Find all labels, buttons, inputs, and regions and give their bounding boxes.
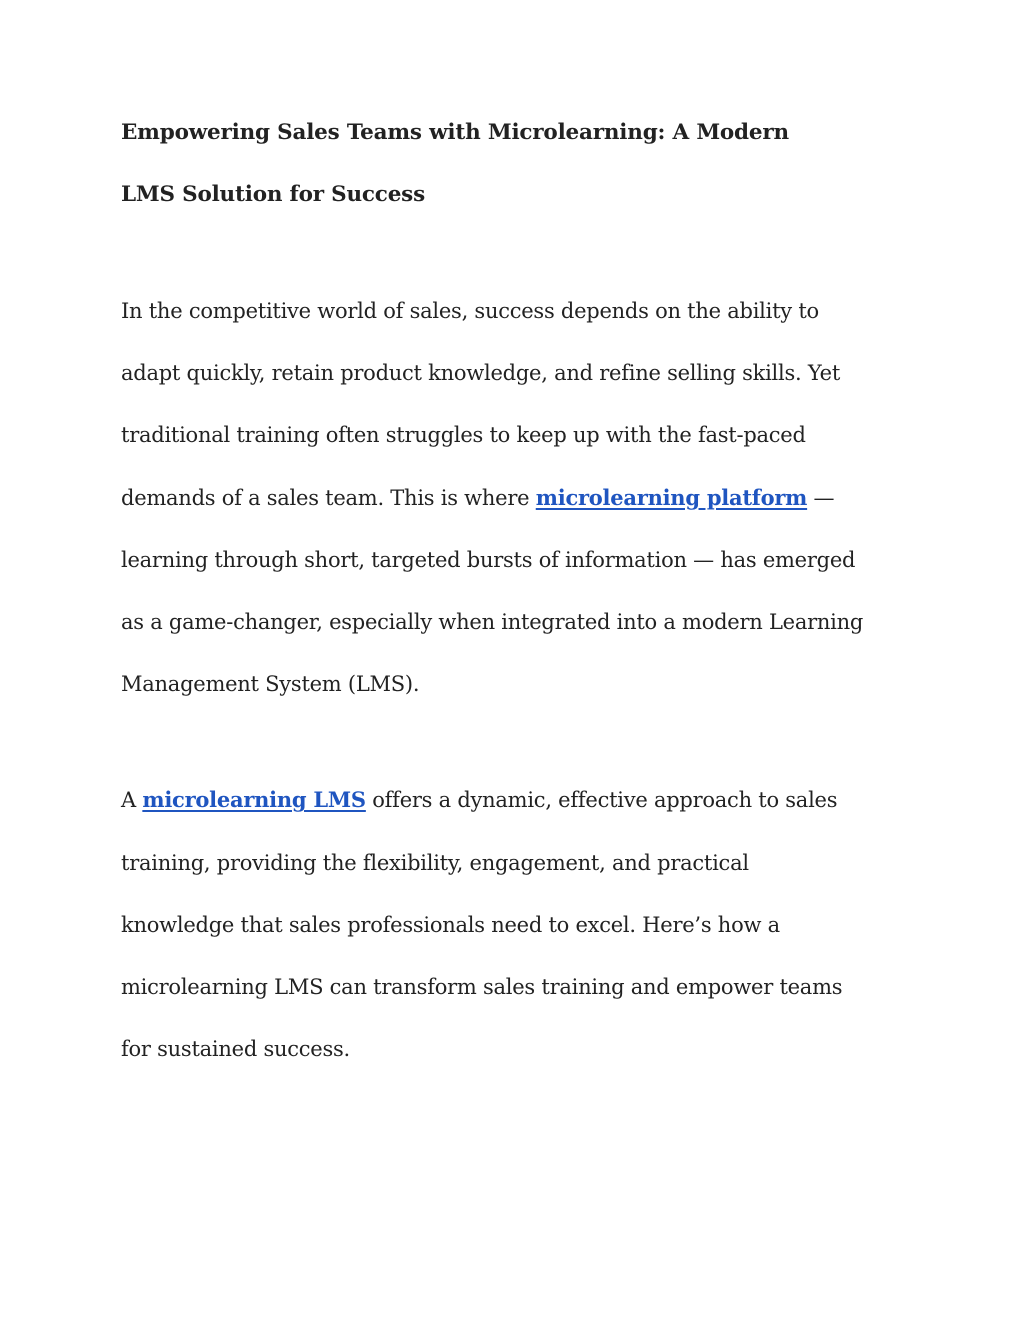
title-line-1: Empowering Sales Teams with Microlearning: A Modern — [121, 120, 789, 145]
paragraph-2-line-1-before: A — [121, 788, 143, 813]
paragraph-1-line-5: learning through short, targeted bursts of information — has emerged — [121, 547, 856, 572]
document-page — [121, 102, 921, 1080]
paragraph-1-line-4-before: demands of a sales team. This is where — [121, 485, 536, 510]
paragraph-2-line-1-after: offers a dynamic, effective approach to sales — [365, 788, 838, 813]
paragraph-2-line-2: training, providing the flexibility, engagement, and practical — [121, 850, 749, 875]
paragraph-2-line-5: for sustained success. — [121, 1037, 350, 1062]
paragraph-2-line-4: microlearning LMS can transform sales training and empower teams — [121, 975, 843, 1000]
intro-paragraph — [121, 280, 921, 715]
paragraph-2-line-3: knowledge that sales professionals need to excel. Here’s how a — [121, 912, 780, 937]
paragraph-1-line-3: traditional training often struggles to keep up with the fast-paced — [121, 423, 806, 448]
document-title — [121, 102, 921, 226]
lms-paragraph — [121, 769, 921, 1080]
paragraph-1-line-2: adapt quickly, retain product knowledge, and refine selling skills. Yet — [121, 361, 841, 386]
paragraph-1-line-7: Management System (LMS). — [121, 672, 420, 697]
paragraph-1-line-1: In the competitive world of sales, success depends on the ability to — [121, 299, 819, 323]
microlearning-platform-link[interactable]: microlearning platform — [535, 484, 808, 510]
paragraph-1-line-4-after: — — [807, 485, 835, 510]
microlearning-lms-link[interactable]: microlearning LMS — [142, 787, 366, 813]
paragraph-1-line-6: as a game-changer, especially when integrated into a modern Learning — [121, 610, 864, 635]
title-line-2: LMS Solution for Success — [121, 182, 425, 207]
